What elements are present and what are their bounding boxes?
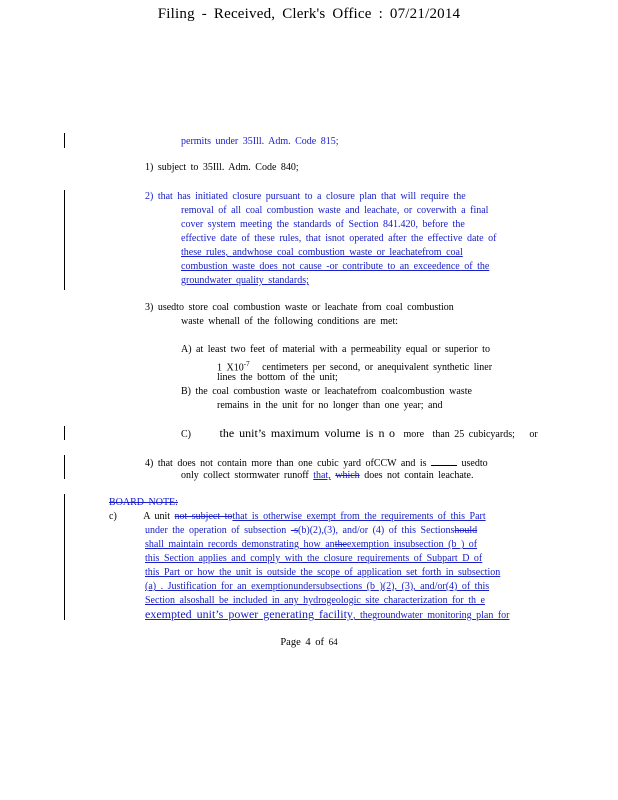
text-run: than 25 cubicyards; [432, 429, 515, 440]
deleted-text: which [335, 470, 360, 481]
text-run: c) [109, 511, 117, 522]
text-run: maintain records demonstrating how an [168, 539, 335, 550]
board-note-heading: BOARD NOTE: [109, 497, 178, 508]
change-bar [64, 426, 65, 440]
deleted-text: -s [290, 525, 299, 536]
deleted-text: the [334, 539, 347, 550]
text-line: permits under 35Ill. Adm. Code 815; [181, 136, 339, 147]
change-bar [64, 133, 65, 148]
text-line: 3) usedto store coal combustion waste or leachate from coal combustion [145, 302, 454, 313]
text-line: this Section applies and comply with the closure requirements of Subpart D of [145, 553, 483, 564]
text-line: this Part or how the unit is outside the scope of application set forth in subsection [145, 567, 501, 578]
text-line: these rules, andwhose coal combustion waste or leachatefrom coal [181, 247, 463, 258]
change-bar [64, 455, 65, 479]
text-line: groundwater quality standards; [181, 275, 309, 286]
text-run: does not contain leachate. [364, 470, 474, 481]
text-line [145, 607, 510, 623]
text-line: 1) subject to 35Ill. Adm. Code 840; [145, 162, 299, 173]
page-footer [0, 637, 618, 648]
text-line [109, 510, 486, 524]
text-line: effective date of these rules, that isnot operated after the effective date of [181, 233, 497, 244]
inserted-text: that is otherwise exempt from the requirements of this Part [232, 511, 486, 522]
deleted-text: not subject to [174, 511, 233, 522]
text-line: 2) that has initiated closure pursuant to a closure plan that will require the [145, 191, 466, 202]
text-run: under the operation of subsection [145, 525, 287, 536]
text-line: cover system meeting the standards of Section 841.420, before the [181, 219, 465, 230]
text-run: C) [181, 429, 191, 440]
text-line [145, 524, 477, 538]
text-line: remains in the unit for no longer than one year; and [217, 400, 443, 411]
text-line: B) the coal combustion waste or leachatefrom coalcombustion waste [181, 386, 472, 397]
text-run: 4) that does not contain more than one cubic yard ofCCW and is [145, 458, 427, 469]
text-line [145, 538, 477, 552]
text-run: shall [145, 539, 164, 550]
change-bar [64, 494, 65, 620]
superscript: -7 [243, 360, 250, 368]
text-run: the unit’s maximum volume is n [219, 426, 385, 440]
deleted-text: hould [454, 525, 478, 536]
text-run: , thegroundwater monitoring plan for [352, 610, 510, 621]
text-line [181, 426, 538, 442]
filing-header: Filing - Received, Clerk's Office : 07/21/2014 [157, 6, 461, 22]
text-run: more [403, 429, 425, 440]
text-run: centimeters per second, or anequivalent synthetic liner [262, 362, 493, 374]
page-label: Page 4 of [280, 637, 325, 648]
text-run: usedto [461, 458, 488, 469]
text-run: only collect stormwater runoff [181, 470, 309, 481]
text-line: A) at least two feet of material with a permeability equal or superior to [181, 344, 490, 355]
text-line: Section alsoshall be included in any hydrogeologic site characterization for th e [145, 595, 485, 606]
change-bar [64, 190, 65, 290]
text-line: removal of all coal combustion waste and leachate, or coverwith a final [181, 205, 489, 216]
text-line: lines the bottom of the unit; [217, 372, 338, 383]
text-line: (a) . Justification for an exemptionundersubsections (b )(2), (3), and/or(4) of this [145, 581, 490, 592]
text-run: o [389, 426, 395, 440]
text-line: waste whenall of the following conditions are met: [181, 316, 399, 327]
text-line [181, 469, 473, 483]
text-run: or [529, 429, 538, 440]
text-run: exemption insubsection (b ) of [346, 539, 478, 550]
text-run: and/or (4) of this Sections [342, 525, 455, 536]
page-total: 64 [328, 637, 338, 647]
text-run: A unit [143, 511, 171, 522]
text-line: combustion waste does not cause -or contribute to an exceedence of the [181, 261, 490, 272]
text-run: 1 X10 [217, 362, 244, 374]
text-run: (b)(2),(3), [298, 525, 339, 536]
text-run: exempted unit’s power generating facility [145, 607, 353, 621]
inserted-text: that, [313, 470, 331, 481]
